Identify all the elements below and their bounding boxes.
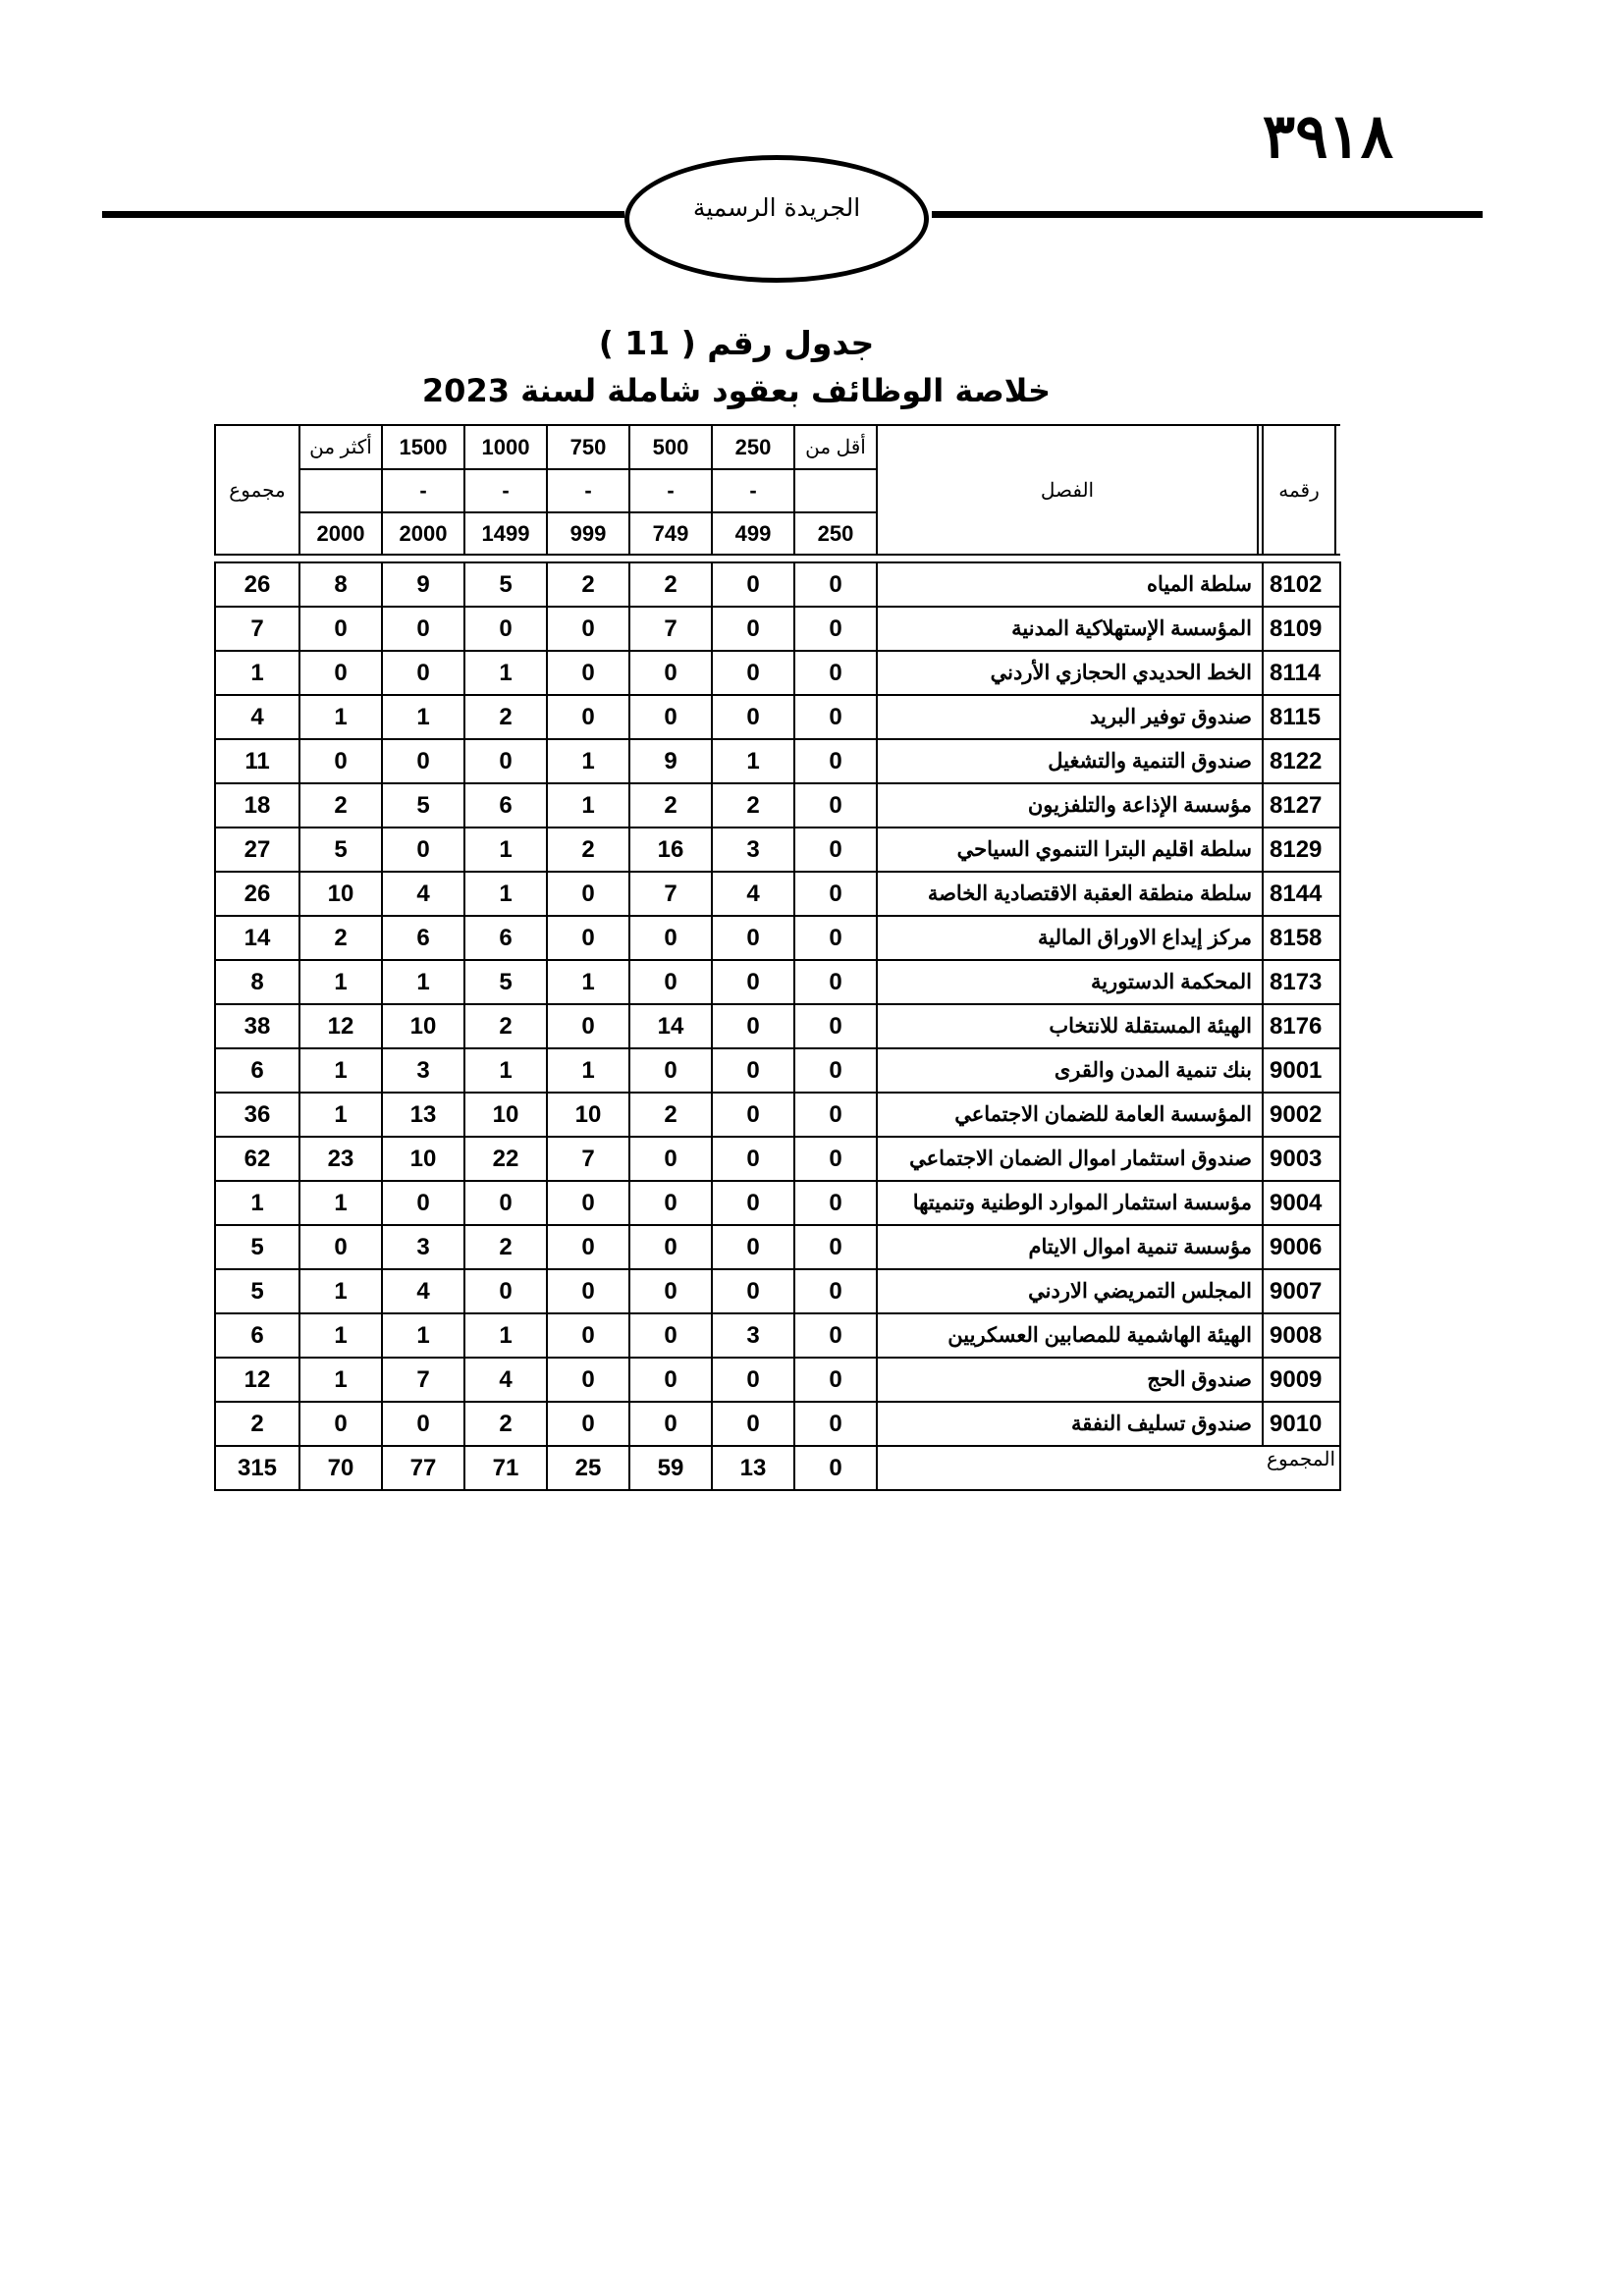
section-code: 9004 — [1263, 1181, 1340, 1225]
cell-500-749: 0 — [629, 1269, 712, 1313]
cell-750-999: 0 — [547, 1313, 629, 1358]
cell-250-499: 0 — [712, 607, 794, 651]
header-less-than: أقل من — [794, 425, 877, 469]
cell-1000-1499: 1 — [464, 828, 547, 872]
cell-250-499: 0 — [712, 1093, 794, 1137]
cell-more-2000: 1 — [299, 1358, 382, 1402]
cell-1000-1499: 4 — [464, 1358, 547, 1402]
cell-more-2000: 10 — [299, 872, 382, 916]
cell-1500-2000: 10 — [382, 1137, 464, 1181]
section-name: صندوق تسليف النفقة — [877, 1402, 1263, 1446]
section-name: الخط الحديدي الحجازي الأردني — [877, 651, 1263, 695]
cell-250-499: 0 — [712, 1181, 794, 1225]
cell-1500-2000: 0 — [382, 651, 464, 695]
cell-1500-2000: 1 — [382, 695, 464, 739]
cell-1500-2000: 6 — [382, 916, 464, 960]
cell-1000-1499: 2 — [464, 695, 547, 739]
cell-1000-1499: 2 — [464, 1402, 547, 1446]
cell-less-250: 0 — [794, 1181, 877, 1225]
cell-1500-2000: 3 — [382, 1048, 464, 1093]
cell-1500-2000: 0 — [382, 1402, 464, 1446]
cell-1000-1499: 1 — [464, 651, 547, 695]
header-range-less-than: 250 — [794, 512, 877, 555]
row-total: 4 — [215, 695, 299, 739]
header-range-to: 1499 — [464, 512, 547, 555]
cell-less-250: 0 — [794, 1402, 877, 1446]
cell-1500-2000: 5 — [382, 783, 464, 828]
cell-1500-2000: 0 — [382, 739, 464, 783]
cell-500-749: 0 — [629, 916, 712, 960]
header-range-to: 499 — [712, 512, 794, 555]
cell-1000-1499: 0 — [464, 607, 547, 651]
row-total: 27 — [215, 828, 299, 872]
cell-250-499: 0 — [712, 695, 794, 739]
section-code: 8144 — [1263, 872, 1340, 916]
cell-500-749: 0 — [629, 1358, 712, 1402]
grand-cell-1000-1499: 71 — [464, 1446, 547, 1490]
cell-more-2000: 5 — [299, 828, 382, 872]
section-name: المحكمة الدستورية — [877, 960, 1263, 1004]
cell-1000-1499: 2 — [464, 1225, 547, 1269]
row-total: 8 — [215, 960, 299, 1004]
section-name: بنك تنمية المدن والقرى — [877, 1048, 1263, 1093]
table-row — [215, 872, 1340, 916]
row-total: 36 — [215, 1093, 299, 1137]
grand-cell-250-499: 13 — [712, 1446, 794, 1490]
grand-cell-less-250: 0 — [794, 1446, 877, 1490]
section-code: 9008 — [1263, 1313, 1340, 1358]
cell-250-499: 0 — [712, 562, 794, 607]
cell-1000-1499: 22 — [464, 1137, 547, 1181]
row-total: 1 — [215, 651, 299, 695]
cell-less-250: 0 — [794, 739, 877, 783]
header-dash: - — [712, 469, 794, 512]
row-total: 26 — [215, 872, 299, 916]
header-range-to: 749 — [629, 512, 712, 555]
table-number: جدول رقم ( 11 ) — [598, 324, 875, 362]
cell-250-499: 0 — [712, 1137, 794, 1181]
cell-500-749: 0 — [629, 1181, 712, 1225]
cell-750-999: 0 — [547, 1225, 629, 1269]
section-code: 9001 — [1263, 1048, 1340, 1093]
cell-750-999: 0 — [547, 916, 629, 960]
cell-750-999: 2 — [547, 828, 629, 872]
row-total: 14 — [215, 916, 299, 960]
section-name: سلطة المياه — [877, 562, 1263, 607]
row-total: 38 — [215, 1004, 299, 1048]
cell-1000-1499: 6 — [464, 783, 547, 828]
grand-cell-750-999: 25 — [547, 1446, 629, 1490]
header-section: الفصل — [877, 425, 1258, 555]
cell-1000-1499: 10 — [464, 1093, 547, 1137]
section-name: الهيئة المستقلة للانتخاب — [877, 1004, 1263, 1048]
cell-500-749: 16 — [629, 828, 712, 872]
header-total: مجموع — [215, 425, 299, 555]
cell-less-250: 0 — [794, 1358, 877, 1402]
grand-row-total: 315 — [215, 1446, 299, 1490]
cell-250-499: 0 — [712, 960, 794, 1004]
header-dash: - — [547, 469, 629, 512]
cell-750-999: 0 — [547, 607, 629, 651]
cell-750-999: 0 — [547, 695, 629, 739]
cell-750-999: 1 — [547, 739, 629, 783]
cell-1000-1499: 5 — [464, 960, 547, 1004]
header-range-from: 1500 — [382, 425, 464, 469]
section-code: 9006 — [1263, 1225, 1340, 1269]
cell-750-999: 0 — [547, 1269, 629, 1313]
section-code: 8127 — [1263, 783, 1340, 828]
cell-less-250: 0 — [794, 1313, 877, 1358]
cell-more-2000: 0 — [299, 607, 382, 651]
row-total: 11 — [215, 739, 299, 783]
row-total: 5 — [215, 1269, 299, 1313]
table-row — [215, 607, 1340, 651]
header-range-from: 250 — [712, 425, 794, 469]
grand-cell-more-2000: 70 — [299, 1446, 382, 1490]
table-row — [215, 916, 1340, 960]
jobs-summary-table — [214, 424, 1341, 1491]
section-code: 9007 — [1263, 1269, 1340, 1313]
cell-250-499: 3 — [712, 828, 794, 872]
section-code: 8102 — [1263, 562, 1340, 607]
cell-1000-1499: 2 — [464, 1004, 547, 1048]
cell-more-2000: 0 — [299, 1402, 382, 1446]
cell-500-749: 0 — [629, 1313, 712, 1358]
cell-less-250: 0 — [794, 607, 877, 651]
row-total: 2 — [215, 1402, 299, 1446]
row-total: 6 — [215, 1313, 299, 1358]
header-range-to: 2000 — [382, 512, 464, 555]
grand-cell-500-749: 59 — [629, 1446, 712, 1490]
cell-less-250: 0 — [794, 1269, 877, 1313]
section-name: مؤسسة تنمية اموال الايتام — [877, 1225, 1263, 1269]
section-code: 8129 — [1263, 828, 1340, 872]
cell-500-749: 2 — [629, 1093, 712, 1137]
section-name: المؤسسة الإستهلاكية المدنية — [877, 607, 1263, 651]
cell-less-250: 0 — [794, 695, 877, 739]
cell-500-749: 7 — [629, 872, 712, 916]
table-row — [215, 695, 1340, 739]
cell-more-2000: 1 — [299, 960, 382, 1004]
table-row — [215, 1402, 1340, 1446]
section-code: 9002 — [1263, 1093, 1340, 1137]
section-code: 8122 — [1263, 739, 1340, 783]
cell-750-999: 0 — [547, 1358, 629, 1402]
header-dash: - — [382, 469, 464, 512]
cell-1500-2000: 9 — [382, 562, 464, 607]
section-name: الهيئة الهاشمية للمصابين العسكريين — [877, 1313, 1263, 1358]
header-dash: - — [629, 469, 712, 512]
cell-1000-1499: 5 — [464, 562, 547, 607]
cell-more-2000: 12 — [299, 1004, 382, 1048]
section-code: 8109 — [1263, 607, 1340, 651]
cell-500-749: 0 — [629, 1048, 712, 1093]
section-name: سلطة منطقة العقبة الاقتصادية الخاصة — [877, 872, 1263, 916]
page-number: ٣٩١٨ — [1262, 100, 1394, 172]
table-row — [215, 1093, 1340, 1137]
cell-750-999: 0 — [547, 651, 629, 695]
cell-more-2000: 2 — [299, 783, 382, 828]
cell-1500-2000: 1 — [382, 960, 464, 1004]
cell-500-749: 0 — [629, 1137, 712, 1181]
header-range-more-than: 2000 — [299, 512, 382, 555]
section-code: 8115 — [1263, 695, 1340, 739]
cell-1000-1499: 6 — [464, 916, 547, 960]
cell-more-2000: 1 — [299, 1269, 382, 1313]
section-code: 8176 — [1263, 1004, 1340, 1048]
cell-1500-2000: 0 — [382, 607, 464, 651]
cell-750-999: 1 — [547, 1048, 629, 1093]
cell-250-499: 0 — [712, 1225, 794, 1269]
cell-750-999: 2 — [547, 562, 629, 607]
cell-more-2000: 0 — [299, 739, 382, 783]
cell-more-2000: 1 — [299, 1048, 382, 1093]
cell-more-2000: 1 — [299, 1181, 382, 1225]
cell-less-250: 0 — [794, 1004, 877, 1048]
cell-more-2000: 23 — [299, 1137, 382, 1181]
cell-1500-2000: 13 — [382, 1093, 464, 1137]
cell-less-250: 0 — [794, 1048, 877, 1093]
cell-less-250: 0 — [794, 783, 877, 828]
cell-less-250: 0 — [794, 1137, 877, 1181]
table-row — [215, 1313, 1340, 1358]
cell-1500-2000: 4 — [382, 872, 464, 916]
cell-less-250: 0 — [794, 828, 877, 872]
cell-750-999: 0 — [547, 872, 629, 916]
cell-750-999: 7 — [547, 1137, 629, 1181]
cell-1000-1499: 1 — [464, 872, 547, 916]
cell-1000-1499: 0 — [464, 1269, 547, 1313]
cell-1000-1499: 0 — [464, 739, 547, 783]
section-name: صندوق الحج — [877, 1358, 1263, 1402]
cell-250-499: 1 — [712, 739, 794, 783]
totals-label: المجموع — [877, 1446, 1340, 1490]
row-total: 18 — [215, 783, 299, 828]
table-row — [215, 1225, 1340, 1269]
row-total: 1 — [215, 1181, 299, 1225]
cell-750-999: 0 — [547, 1004, 629, 1048]
cell-more-2000: 1 — [299, 1093, 382, 1137]
table-row — [215, 1137, 1340, 1181]
row-total: 62 — [215, 1137, 299, 1181]
cell-less-250: 0 — [794, 651, 877, 695]
row-total: 12 — [215, 1358, 299, 1402]
table-row — [215, 562, 1340, 607]
cell-more-2000: 1 — [299, 1313, 382, 1358]
row-total: 5 — [215, 1225, 299, 1269]
cell-250-499: 0 — [712, 1402, 794, 1446]
cell-1000-1499: 0 — [464, 1181, 547, 1225]
cell-less-250: 0 — [794, 1225, 877, 1269]
table-row — [215, 960, 1340, 1004]
header-separator — [215, 555, 1340, 562]
section-code: 9009 — [1263, 1358, 1340, 1402]
cell-1500-2000: 0 — [382, 1181, 464, 1225]
header-dash: - — [464, 469, 547, 512]
section-code: 9010 — [1263, 1402, 1340, 1446]
totals-row — [215, 1446, 1340, 1490]
cell-more-2000: 0 — [299, 1225, 382, 1269]
cell-1500-2000: 0 — [382, 828, 464, 872]
section-name: المجلس التمريضي الاردني — [877, 1269, 1263, 1313]
cell-500-749: 0 — [629, 695, 712, 739]
section-name: سلطة اقليم البترا التنموي السياحي — [877, 828, 1263, 872]
cell-1500-2000: 3 — [382, 1225, 464, 1269]
row-total: 7 — [215, 607, 299, 651]
cell-750-999: 1 — [547, 960, 629, 1004]
section-name: صندوق التنمية والتشغيل — [877, 739, 1263, 783]
table-row — [215, 828, 1340, 872]
gazette-oval — [624, 155, 929, 283]
table-row — [215, 651, 1340, 695]
cell-250-499: 0 — [712, 651, 794, 695]
table-row — [215, 1181, 1340, 1225]
cell-500-749: 0 — [629, 1225, 712, 1269]
cell-less-250: 0 — [794, 1093, 877, 1137]
section-name: مركز إيداع الاوراق المالية — [877, 916, 1263, 960]
header-range-to: 999 — [547, 512, 629, 555]
cell-less-250: 0 — [794, 960, 877, 1004]
cell-250-499: 4 — [712, 872, 794, 916]
table-row — [215, 739, 1340, 783]
cell-1500-2000: 10 — [382, 1004, 464, 1048]
cell-1500-2000: 1 — [382, 1313, 464, 1358]
cell-1500-2000: 4 — [382, 1269, 464, 1313]
cell-500-749: 9 — [629, 739, 712, 783]
gazette-name: الجريدة الرسمية — [692, 192, 861, 222]
grand-cell-1500-2000: 77 — [382, 1446, 464, 1490]
header-range-from: 750 — [547, 425, 629, 469]
table-title: خلاصة الوظائف بعقود شاملة لسنة 2023 — [421, 372, 1052, 409]
cell-250-499: 0 — [712, 916, 794, 960]
cell-1000-1499: 1 — [464, 1048, 547, 1093]
cell-1500-2000: 7 — [382, 1358, 464, 1402]
section-name: صندوق توفير البريد — [877, 695, 1263, 739]
section-name: المؤسسة العامة للضمان الاجتماعي — [877, 1093, 1263, 1137]
cell-750-999: 10 — [547, 1093, 629, 1137]
cell-750-999: 1 — [547, 783, 629, 828]
cell-less-250: 0 — [794, 562, 877, 607]
header-range-from: 1000 — [464, 425, 547, 469]
header-code: رقمه — [1263, 425, 1335, 555]
cell-less-250: 0 — [794, 916, 877, 960]
header-range-from: 500 — [629, 425, 712, 469]
table-row — [215, 1269, 1340, 1313]
cell-500-749: 0 — [629, 651, 712, 695]
section-name: مؤسسة الإذاعة والتلفزيون — [877, 783, 1263, 828]
table-row — [215, 1004, 1340, 1048]
cell-more-2000: 0 — [299, 651, 382, 695]
section-code: 8158 — [1263, 916, 1340, 960]
section-code: 8114 — [1263, 651, 1340, 695]
section-code: 9003 — [1263, 1137, 1340, 1181]
cell-more-2000: 1 — [299, 695, 382, 739]
section-name: صندوق استثمار اموال الضمان الاجتماعي — [877, 1137, 1263, 1181]
cell-750-999: 0 — [547, 1181, 629, 1225]
cell-500-749: 14 — [629, 1004, 712, 1048]
cell-250-499: 0 — [712, 1269, 794, 1313]
header-row-from — [215, 425, 1340, 469]
header-rule-left — [102, 211, 624, 218]
section-name: مؤسسة استثمار الموارد الوطنية وتنميتها — [877, 1181, 1263, 1225]
table-row — [215, 1358, 1340, 1402]
cell-500-749: 0 — [629, 960, 712, 1004]
cell-1000-1499: 1 — [464, 1313, 547, 1358]
header-more-than: أكثر من — [299, 425, 382, 469]
cell-250-499: 0 — [712, 1004, 794, 1048]
table-row — [215, 1048, 1340, 1093]
cell-750-999: 0 — [547, 1402, 629, 1446]
cell-less-250: 0 — [794, 872, 877, 916]
cell-500-749: 2 — [629, 783, 712, 828]
table-row — [215, 783, 1340, 828]
cell-500-749: 7 — [629, 607, 712, 651]
cell-more-2000: 8 — [299, 562, 382, 607]
row-total: 6 — [215, 1048, 299, 1093]
section-code: 8173 — [1263, 960, 1340, 1004]
cell-500-749: 2 — [629, 562, 712, 607]
cell-250-499: 0 — [712, 1358, 794, 1402]
cell-250-499: 0 — [712, 1048, 794, 1093]
header-rule-right — [932, 211, 1483, 218]
cell-more-2000: 2 — [299, 916, 382, 960]
cell-250-499: 3 — [712, 1313, 794, 1358]
cell-500-749: 0 — [629, 1402, 712, 1446]
row-total: 26 — [215, 562, 299, 607]
cell-250-499: 2 — [712, 783, 794, 828]
